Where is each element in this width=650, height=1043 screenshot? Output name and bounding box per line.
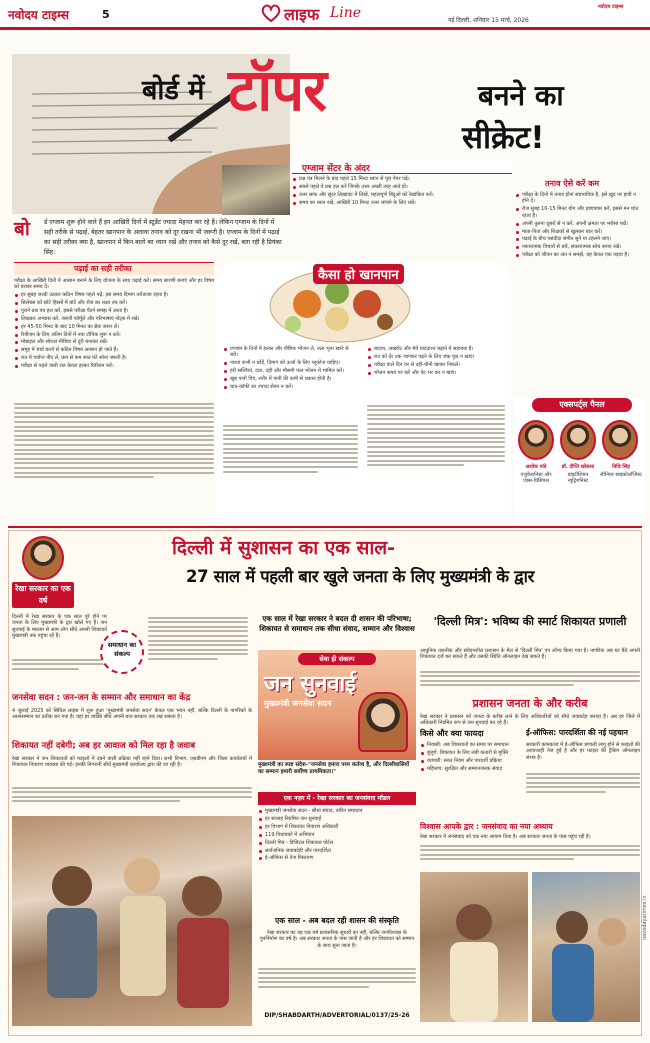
- section-title-en: Line: [330, 5, 362, 21]
- cm-portrait: [22, 536, 64, 580]
- ad-sub1: जनसेवा सदन : जन-जन के सम्मान और समाधान का केंद्र: [12, 693, 191, 703]
- trust-title: विश्वास आपके द्वार : जनसंवाद का नया अध्याय: [420, 822, 553, 831]
- list-item: पढ़ाई के बीच पसंदीदा संगीत सुनें या टहलने जाएं।: [515, 236, 643, 242]
- list-item: समय का ध्यान रखें, आखिरी 10 मिनट उत्तर जांचने के लिए रखें।: [292, 200, 512, 206]
- list-item: सिलेबस को छोटे हिस्सों में बांटें और रोज का लक्ष्य तय करें।: [14, 300, 214, 306]
- web-credit: navodayatimes.in: [642, 895, 648, 940]
- cm-quote: मुख्यमंत्री का स्पष्ट संदेश-"जनसेवा हमारा परम कर्तव्य है, और दिल्लीवासियों का सम्मान हमारी सर्वोच्च प्राथमिकता।": [258, 762, 410, 775]
- list-item: हर सुबह जल्दी उठकर कठिन विषय पहले पढ़ें, इस समय दिमाग तरोताजा रहता है।: [14, 292, 214, 298]
- stress-title: तनाव ऐसे करें कम: [545, 179, 600, 188]
- cm-meeting-photo: [420, 872, 528, 1022]
- ad-col2-text: [148, 614, 248, 663]
- masthead: [0, 0, 650, 30]
- list-item: खूब पानी पिएं, शरीर में पानी की कमी से थकान होती है।: [223, 376, 358, 382]
- list-item: परीक्षा वाले दिन घर से दही-चीनी खाकर निकलें।: [367, 362, 505, 368]
- expert-role: सीनियर साइकोलॉजिस्ट: [600, 472, 642, 478]
- heart-logo-icon: [260, 2, 282, 24]
- list-item: लिखकर अभ्यास करें, जरूरी फॉर्मूले और परिभाषाएं नोट्स में रखें।: [14, 316, 214, 322]
- eoffice-title: ई-ऑफिस: पारदर्शिता की नई पहचान: [526, 728, 628, 737]
- ad-sub2: शिकायत नहीं दबेगी; अब हर आवाज को मिल रहा है जवाब: [12, 741, 196, 751]
- section-title: लाइफ: [284, 5, 320, 24]
- ad-sub2-more: [12, 784, 252, 805]
- list-item: मुख्यमंत्री जनसेवा सदन - सीधा संवाद, त्वरित समाधान: [258, 808, 416, 814]
- center-heading-wrap: [292, 160, 512, 174]
- list-item: नाश्ता कभी न छोड़ें, दिमाग को ऊर्जा के लिए ग्लूकोज चाहिए।: [223, 360, 358, 366]
- poster-title: जन सुनवाई: [264, 672, 357, 697]
- list-item: परीक्षा से पहले वाली रात केवल हल्का रिवीजन करें।: [14, 363, 214, 369]
- list-item: व्यापारी: सरल नियम और पारदर्शी प्रक्रिया: [420, 758, 520, 764]
- list-item: हर विभाग में शिकायत निवारण अधिकारी: [258, 824, 416, 830]
- jan-sunvai-poster: [258, 650, 416, 760]
- seal-badge: समाधान का संकल्प: [100, 630, 144, 674]
- culture-text: रेखा सरकार का यह एक वर्ष प्रशासनिक सुधारों का नहीं, बल्कि जनविश्वास के पुनर्निर्माण का वर्ष है। अब सरकार जनता के पास जाती है और हर शिकायत को सम्मान के साथ सुना जाता है।: [259, 930, 415, 949]
- list-item: माता-पिता और शिक्षकों से खुलकर बात करें।: [515, 229, 643, 235]
- list-item: ई-ऑफिस से तेज निस्तारण: [258, 855, 416, 861]
- list-item: प्रश्न पत्र मिलने के बाद पहले 15 मिनट ध्यान से पूरा पेपर पढ़ें।: [292, 176, 512, 182]
- trust-text: रेखा सरकार ने जनसंवाद को एक नया आयाम दिया है। अब सरकार जनता के पास पहुंच रही है।: [420, 834, 591, 840]
- mitra-title: 'दिल्ली मित्र': भविष्य की स्मार्ट शिकायत प्रणाली: [433, 615, 627, 628]
- expert-role: एजुकेशनिस्ट और एक्स-प्रिंसिपल: [520, 472, 552, 485]
- expert-photo: [602, 420, 638, 460]
- expert-name: डॉ. दीप्ति खोसला: [561, 464, 595, 470]
- list-item: समूह में चर्चा करने से कठिन विषय आसान हो जाते हैं।: [14, 347, 214, 353]
- list-item: निवासी: अब शिकायतों का समय पर समाधान: [420, 742, 520, 748]
- list-item: हर 45-50 मिनट के बाद 10 मिनट का ब्रेक जरूर लें।: [14, 324, 214, 330]
- list-item: रात में पर्याप्त नींद लें, कम से कम सात घंटे सोना जरूरी है।: [14, 355, 214, 361]
- mitra-text: आधुनिक तकनीक और संवेदनशील प्रशासन के मेल से 'दिल्ली मित्र' एप लॉन्च किया गया है। नागरिक अब घर बैठे अपनी शिकायत दर्ज कर सकते हैं और उसकी स्थिति ऑनलाइन देख सकते हैं।: [420, 648, 640, 661]
- list-item: मोबाइल और सोशल मीडिया से दूरी बनाकर रखें।: [14, 339, 214, 345]
- food-list-1: [223, 346, 358, 392]
- citizen-photo: [532, 872, 640, 1022]
- ad-sub2-text: रेखा सरकार ने जन शिकायतों को फाइलों में दबने वाली प्रक्रिया नहीं रहने दिया। सभी विभाग, एसडीएम और जिला कार्यालयों में शिकायत निवारण व्यवस्था की गई। इनकी निगरानी सीधे मुख्यमंत्री कार्यालय द्वारा की जा रही है।: [12, 756, 252, 769]
- expert-photo: [518, 420, 554, 460]
- model-title: एक नज़र में - रेखा सरकार का जनसंवाद मॉडल: [258, 792, 416, 805]
- paper-name: नवोदय टाइम्स: [8, 8, 70, 22]
- list-item: 119 विधायकों में अभियान: [258, 832, 416, 838]
- poster-sub: मुख्यमंत्री जनसेवा सदन: [264, 699, 332, 708]
- list-item: रोज सुबह 10-15 मिनट योग और प्राणायाम करें, इससे मन शांत रहता है।: [515, 206, 643, 219]
- center-list: [292, 176, 512, 208]
- drop-cap: बो: [14, 218, 30, 240]
- expert-photo: [560, 420, 596, 460]
- list-item: सबसे पहले वे प्रश्न हल करें जिनके उत्तर अच्छी तरह आते हों।: [292, 184, 512, 190]
- study-title: पढ़ाई का सही तरीका: [74, 264, 132, 273]
- list-item: रात को देर तक जागकर पढ़ने के लिए जंक फूड न खाएं।: [367, 354, 505, 360]
- ad-badge: रेखा सरकार का एक वर्ष: [12, 582, 74, 608]
- stress-header: [515, 178, 643, 188]
- list-item: अपनी तुलना दूसरों से न करें, अपनी क्षमता पर भरोसा रखें।: [515, 221, 643, 227]
- admin-title: प्रशासन जनता के और करीब: [472, 697, 588, 710]
- edition-tag: नवोदय टाइम्स: [598, 4, 624, 10]
- benefit-list: [420, 742, 520, 774]
- expert-name: अशोक पांडे: [525, 464, 547, 470]
- poster-top: सेवा ही संकल्प: [298, 653, 376, 665]
- list-item: हरी सब्जियां, दाल, दही और मौसमी फल भोजन में शामिल करें।: [223, 368, 358, 374]
- experts-panel: [514, 398, 644, 522]
- lead-line-3: बनने का: [478, 79, 564, 112]
- ad-intro: दिल्ली में रेखा सरकार के एक साल पूरे होने पर जनता के लिए मुख्यमंत्री के द्वार खोले गए हैं। जन सुनवाई के माध्यम से आम लोग सीधे अपनी शिकायतें मुख्यमंत्री तक पहुंचा रहे हैं।: [12, 614, 107, 640]
- food-section: [215, 262, 511, 522]
- center-title: एग्जाम सेंटर के अंदर: [302, 164, 370, 174]
- eoffice-text: सरकारी कामकाज में ई-ऑफिस प्रणाली लागू होने से फाइलों की आवाजाही तेज हुई है और हर फाइल की ट्रैकिंग ऑनलाइन संभव है।: [526, 742, 640, 761]
- list-item: सार्वजनिक जवाबदेही और पारदर्शिता: [258, 848, 416, 854]
- list-item: भोजन समय पर करें और पेट भर कर न खाएं।: [367, 370, 505, 376]
- lead-topper: टॉपर: [228, 56, 326, 124]
- eoffice-more: [526, 770, 640, 796]
- list-item: रिवीजन के लिए अंतिम दिनों में नया टॉपिक शुरू न करें।: [14, 332, 214, 338]
- list-item: एग्जाम के दिनों में हल्का और पौष्टिक भोजन लें, तला-भुना खाने से बचें।: [223, 346, 358, 359]
- list-item: परीक्षा के दिनों में तनाव होना स्वाभाविक है, इसे खुद पर हावी न होने दें।: [515, 192, 643, 205]
- ad-headline: 27 साल में पहली बार खुले जनता के लिए मुख्यमंत्री के द्वार: [185, 567, 535, 586]
- admin-text: रेखा सरकार ने प्रशासन को जनता के करीब लाने के लिए अधिकारियों को सीधे जवाबदेह बनाया है। अब हर जिले में अधिकारी नियमित रूप से जन सुनवाई कर रहे हैं।: [420, 714, 640, 727]
- food-body-1: [223, 422, 358, 475]
- study-intro: परीक्षा के आखिरी दिनों में आसान बनाने के लिए योजना के साथ पढ़ाई करें। समय सारणी बनाएं और हर विषय को बराबर समय दें।: [14, 278, 214, 291]
- exam-hall-photo: [222, 165, 290, 215]
- list-item: महिलाएं: सुरक्षित और सम्मानजनक संवाद: [420, 766, 520, 772]
- list-item: परीक्षा को जीवन का अंत न समझें, यह केवल एक पड़ाव है।: [515, 252, 643, 258]
- culture-more: [258, 965, 416, 991]
- experts-title: एक्सपर्ट्स पैनल: [532, 398, 632, 412]
- lead-secret: सीक्रेट!: [462, 120, 545, 156]
- cm-poster-photo: [358, 692, 408, 752]
- food-body-2: [367, 402, 505, 469]
- list-item: उत्तर साफ और सुंदर लिखावट में लिखें, महत्वपूर्ण बिंदुओं को रेखांकित करें।: [292, 192, 512, 198]
- lead-intro: र्ड एग्जाम शुरू होने वाले हैं इन आखिरी दिनों में स्टूडेंट ज्यादा मेहनत कर रहे हैं। लेकिन एग्जाम के दिनों में सही तरीके से पढ़ाई, बेहतर खानपान के अलावा तनाव को दूर रखना भी जरूरी है। एग्जाम के दिनों में पढ़ाई का सही तरीका क्या है, खानपान में किन बातों का ध्यान रखें और तनाव को कैसे दूर रखें, बता रही है प्रियंका सिंह:: [44, 219, 282, 256]
- culture-title: एक साल - अब बदल रही शासन की संस्कृति: [275, 916, 399, 925]
- trust-more: [420, 842, 640, 863]
- food-title: कैसा हो खानपान: [313, 264, 404, 284]
- mitra-more: [420, 668, 640, 689]
- list-item: हर सप्ताह नियमित जन सुनवाई: [258, 816, 416, 822]
- section-divider: [8, 526, 642, 528]
- expert-name: निधि सिंह: [612, 464, 630, 470]
- study-heading: [14, 262, 214, 275]
- ad-sub1-text: 4 जुलाई 2025 को सिविल लाइंस में शुरू हुआ 'मुख्यमंत्री जनसेवा सदन' केवल एक भवन नहीं, बल्कि दिल्ली के नागरिकों के आत्मसम्मान का प्रतीक बन गया है। यहां हर व्यक्ति सीधे अपनी बात सरकार तक रख सकता है।: [12, 708, 252, 721]
- page-number: 5: [102, 8, 110, 21]
- model-list: [258, 808, 416, 863]
- list-item: दिल्ली मित्र - डिजिटल शिकायत पोर्टल: [258, 840, 416, 846]
- public-hearing-photo: [12, 816, 252, 1026]
- dateline: नई दिल्ली, शनिवार 15 मार्च, 2026: [448, 17, 529, 24]
- ad-banner: दिल्ली में सुशासन का एक साल-: [172, 537, 396, 559]
- ad-mid-title: एक साल में रेखा सरकार ने बदल दी शासन की परिभाषा; शिकायत से समाधान तक सीधा संवाद, सम्मान और विश्वास: [259, 614, 415, 633]
- lead-line-1: बोर्ड में: [142, 75, 205, 106]
- list-item: बुजुर्ग: शिकायत के लिए लंबी कतारों से मुक्ति: [420, 750, 520, 756]
- dip-code: DIP/SHABDARTH/ADVERTORIAL/0137/25-26: [264, 1012, 410, 1019]
- expert-role: डाइटीशियन न्यूट्रिशनिस्ट: [567, 472, 589, 485]
- list-item: नकारात्मक विचारों से बचें, सकारात्मक सोच बनाए रखें।: [515, 244, 643, 250]
- ad-intro-more: [12, 656, 107, 672]
- stress-list: [515, 192, 643, 260]
- list-item: चाय-कॉफी का ज्यादा सेवन न करें।: [223, 384, 358, 390]
- benefit-title: किसे और क्या फायदा: [420, 729, 484, 738]
- study-list: [14, 292, 214, 371]
- food-list-2: [367, 346, 505, 378]
- study-body-text: [14, 400, 214, 481]
- list-item: बादाम, अखरोट और मेवे याददाश्त बढ़ाने में सहायक हैं।: [367, 346, 505, 352]
- list-item: पुराने प्रश्न पत्र हल करें, इससे परीक्षा पैटर्न समझ में आता है।: [14, 308, 214, 314]
